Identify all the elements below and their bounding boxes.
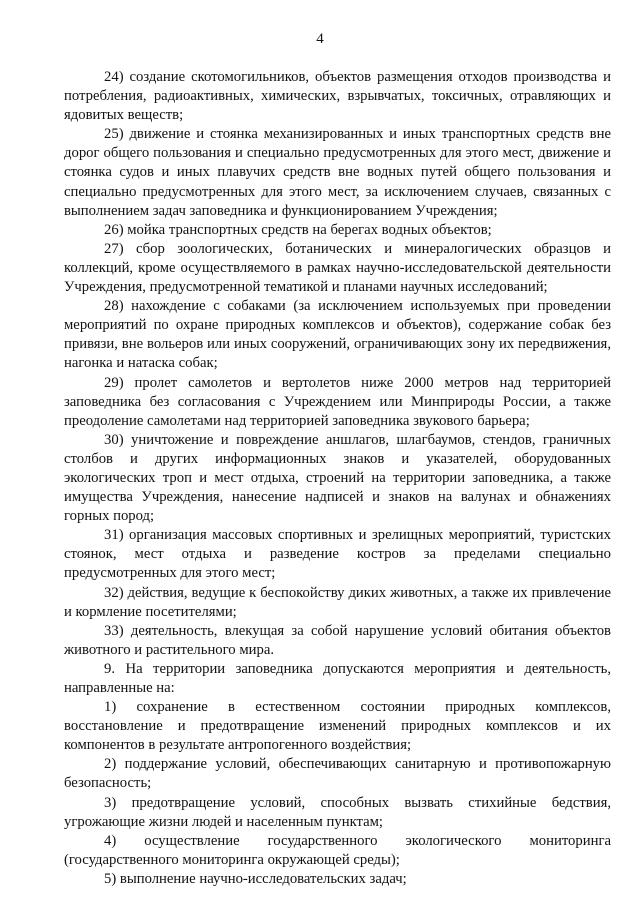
allowed-item-1: 1) сохранение в естественном состоянии природных комплексов, восстановление и предотвращение изменений природных комплексов и их компонентов в результате антропогенного воздействия; bbox=[64, 699, 611, 754]
paragraph-item-29: 29) пролет самолетов и вертолетов ниже 2000 метров над территорией заповедника без согласования с Учреждением или Минприроды России, а также преодоление самолетами над территорией заповедника звукового барьера; bbox=[64, 374, 611, 429]
paragraph-item-26: 26) мойка транспортных средств на берегах водных объектов; bbox=[104, 221, 492, 238]
allowed-item-2: 2) поддержание условий, обеспечивающих санитарную и противопожарную безопасность; bbox=[64, 756, 611, 792]
document-body bbox=[64, 68, 611, 889]
paragraph-item-24: 24) создание скотомогильников, объектов размещения отходов производства и потребления, радиоактивных, химических, взрывчатых, токсичных, отравляющих и ядовитых веществ; bbox=[64, 69, 611, 124]
allowed-item-5: 5) выполнение научно-исследовательских задач; bbox=[104, 870, 407, 887]
page-number: 4 bbox=[316, 31, 324, 47]
allowed-item-3: 3) предотвращение условий, способных вызвать стихийные бедствия, угрожающие жизни людей и населенным пунктам; bbox=[64, 794, 611, 830]
section-9-heading: 9. На территории заповедника допускаются мероприятия и деятельность, направленные на: bbox=[64, 660, 611, 696]
paragraph-item-31: 31) организация массовых спортивных и зрелищных мероприятий, туристских стоянок, мест отдыха и разведение костров за пределами специально предусмотренных для этого мест; bbox=[64, 527, 611, 582]
allowed-item-4: 4) осуществление государственного экологического мониторинга (государственного мониторинга окружающей среды); bbox=[64, 832, 611, 868]
paragraph-item-30: 30) уничтожение и повреждение аншлагов, шлагбаумов, стендов, граничных столбов и других информационных знаков и указателей, оборудованных экологических троп и мест отдыха, строений на территории заповедника, а также имущества Учреждения, нанесение надписей и знаков на валунах и обнажениях горных пород; bbox=[64, 431, 611, 525]
paragraph-item-32: 32) действия, ведущие к беспокойству диких животных, а также их привлечение и кормление посетителями; bbox=[64, 584, 611, 620]
paragraph-item-33: 33) деятельность, влекущая за собой нарушение условий обитания объектов животного и растительного мира. bbox=[64, 622, 611, 658]
paragraph-item-27: 27) сбор зоологических, ботанических и минералогических образцов и коллекций, кроме осуществляемого в рамках научно-исследовательской деятельности Учреждения, предусмотренной тематикой и планами научных исследований; bbox=[64, 240, 611, 296]
paragraph-item-28: 28) нахождение с собаками (за исключением используемых при проведении мероприятий по охране природных комплексов и объектов), содержание собак без привязи, вне вольеров или иных сооружений, ограничивающих зону их передвижения, нагонка и натаска собак; bbox=[64, 298, 611, 372]
paragraph-item-25: 25) движение и стоянка механизированных и иных транспортных средств вне дорог общего пользования и специально предусмотренных для этого мест, движение и стоянка судов и иных плавучих средств вне водных путей общего пользования и специально предусмотренных для этого мест, за исключением случаев, связанных с выполнением задач заповедника и функционированием Учреждения; bbox=[64, 126, 611, 219]
